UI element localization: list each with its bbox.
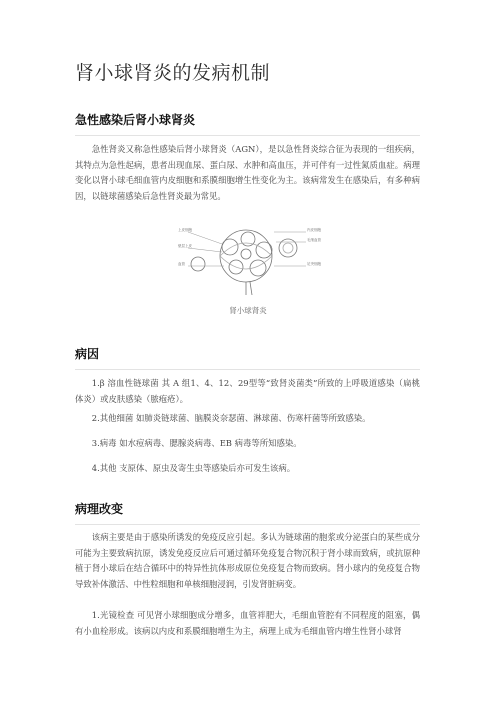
etiology-item-3: 3.病毒 如水痘病毒、腮腺炎病毒、EB 病毒等所知感染。 — [91, 438, 302, 448]
figure-caption: 肾小球肾炎 — [229, 306, 267, 315]
glomerulus-figure — [178, 220, 321, 295]
section-heading-acute: 急性感染后肾小球肾炎 — [75, 113, 196, 127]
figure-label: 上皮细胞 — [178, 228, 192, 232]
divider — [75, 524, 420, 525]
pathology-paragraph: 该病主要是由于感染所诱发的免疫反应引起。多认为链球菌的胞浆或分泌蛋白的某些成分可能为主要致病抗原，诱发免疫反应后可通过循环免疫复合物沉积于肾小球而致病，或抗原种植于肾小球后在结合循环中的特异性抗体形成原位免疫复合物而致病。肾小球内的免疫复合物导致补体激活、中性粒细胞和单核细胞浸润，引发肾脏病变。 — [75, 532, 420, 589]
figure-label: 血管 — [178, 262, 185, 266]
divider — [75, 369, 420, 370]
etiology-item-4: 4.其他 支原体、原虫及寄生虫等感染后亦可发生该病。 — [91, 463, 296, 473]
figure-label: 内皮细胞 — [307, 228, 321, 232]
figure-label: 毛细血管 — [307, 238, 321, 242]
etiology-item-1: 1.β 溶血性链球菌 其 A 组1、4、12、29型等“致肾炎菌类”所致的上呼吸道感染（扁桃体炎）或皮肤感染（脓疱疮）。 — [75, 378, 420, 404]
section-heading-pathology: 病理改变 — [75, 502, 124, 516]
divider — [75, 135, 420, 136]
glomerulus-illustration — [178, 220, 321, 295]
etiology-item-2: 2.其他细菌 如肺炎链球菌、脑膜炎奈瑟菌、淋球菌、伤寒杆菌等所致感染。 — [91, 413, 371, 423]
section-heading-etiology: 病因 — [75, 347, 100, 361]
page-title: 肾小球肾炎的发病机制 — [75, 62, 271, 84]
figure-label: 足突细胞 — [307, 262, 321, 266]
pathology-item-1: 1.光镜检查 可见肾小球细胞成分增多，血管袢肥大，毛细血管腔有不同程度的阻塞，偶有小血栓形成。该病以内皮和系膜细胞增生为主，病理上成为毛细血管内增生性肾小球肾 — [75, 610, 420, 636]
figure-label: 壁层上皮 — [178, 244, 192, 248]
intro-paragraph: 急性肾炎又称急性感染后肾小球肾炎（AGN），是以急性肾炎综合征为表现的一组疾病，其特点为急性起病，患者出现血尿、蛋白尿、水肿和高血压，并可伴有一过性氮质血症。病理变化以肾小球毛细血管内皮细胞和系膜细胞增生性变化为主。该病常发生在感染后，有多种病因，以链球菌感染后急性肾炎最为常见。 — [75, 144, 420, 201]
